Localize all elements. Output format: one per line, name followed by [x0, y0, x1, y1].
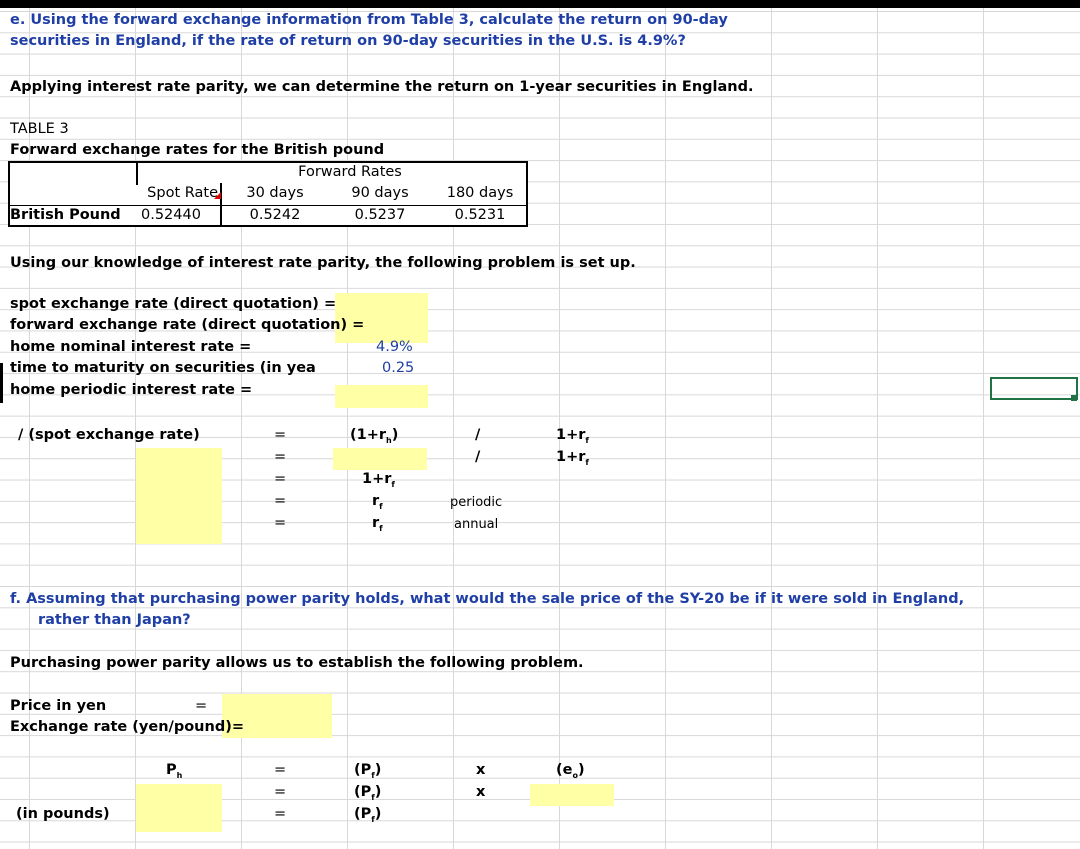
question-f-line2: rather than Japan? [38, 612, 191, 628]
forward-rates-header: Forward Rates [298, 164, 402, 180]
times-sign: x [476, 762, 486, 778]
periodic-rate-input-cell[interactable] [335, 385, 428, 408]
eq-rf-term: $1+r_f$ [362, 471, 395, 489]
setup-intro: Using our knowledge of interest rate parity, the following problem is set up. [10, 255, 636, 271]
eo-input-cell[interactable] [530, 784, 614, 806]
time-maturity-label: time to maturity on securities (in yea [10, 360, 316, 376]
eq-sign: = [274, 784, 287, 800]
time-maturity-value[interactable]: 0.25 [382, 360, 415, 376]
eq-numerator: $(1+r_h)$ [350, 427, 399, 445]
ppp-result-cells[interactable] [136, 784, 222, 832]
in-pounds-label: (in pounds) [16, 806, 110, 822]
eq-sign: = [274, 806, 287, 822]
table-divider [136, 163, 138, 185]
times-sign: x [476, 784, 486, 800]
eq-slash: / [475, 427, 481, 443]
rate-180-value: 0.5231 [454, 207, 506, 223]
annual-label: annual [454, 517, 499, 532]
eq-slash: / [475, 449, 481, 465]
fill-handle[interactable] [1071, 395, 1077, 401]
eq-sign: = [274, 427, 287, 443]
comment-indicator-icon[interactable] [214, 192, 221, 199]
rate-90-value: 0.5237 [354, 207, 406, 223]
eq-denominator: $1+r_f$ [556, 427, 589, 445]
col-180-days: 180 days [446, 185, 514, 201]
eq-sign: = [274, 515, 287, 531]
row-british-pound: British Pound [10, 207, 121, 223]
pf-term: $(P_f)$ [354, 762, 382, 780]
eq-sign: = [274, 449, 287, 465]
col-30-days: 30 days [246, 185, 304, 201]
eq-sign: = [274, 762, 287, 778]
eq-sign: = [274, 471, 287, 487]
rate-30-value: 0.5242 [249, 207, 301, 223]
price-eq-sign: = [195, 698, 208, 714]
spot-rate-label: spot exchange rate (direct quotation) = [10, 296, 337, 312]
spreadsheet-grid[interactable] [0, 8, 1080, 849]
part-f-intro: Purchasing power parity allows us to establish the following problem. [10, 655, 584, 671]
table3-subtitle: Forward exchange rates for the British pound [10, 142, 385, 158]
eq-rf: $r_f$ [372, 515, 383, 533]
question-e-line2: securities in England, if the rate of return on 90-day securities in the U.S. is 4.9%? [10, 33, 686, 49]
home-rate-label: home nominal interest rate = [10, 339, 252, 355]
part-e-intro: Applying interest rate parity, we can determine the return on 1-year securities in England. [10, 79, 754, 95]
eq-sign: = [274, 493, 287, 509]
eq-rf: $r_f$ [372, 493, 383, 511]
pf-term: $(P_f)$ [354, 784, 382, 802]
periodic-label: periodic [450, 495, 503, 510]
pf-term: $(P_f)$ [354, 806, 382, 824]
periodic-rate-label: home periodic interest rate = [10, 382, 253, 398]
col-90-days: 90 days [351, 185, 409, 201]
question-f-line1: f. Assuming that purchasing power parity holds, what would the sale price of the SY-20 be if it were sold in England, [10, 591, 965, 607]
row-border [0, 363, 3, 403]
col-spot-rate: Spot Rate [147, 185, 218, 201]
home-rate-value[interactable]: 4.9% [376, 339, 413, 355]
spot-rate-value: 0.52440 [141, 207, 201, 223]
forward-rate-label: forward exchange rate (direct quotation) = [10, 317, 365, 333]
eq-denominator: $1+r_f$ [556, 449, 589, 467]
ph-label: $P_h$ [166, 762, 183, 780]
price-yen-label: Price in yen [10, 698, 107, 714]
forward-rates-table [8, 161, 528, 227]
table3-title: TABLE 3 [10, 121, 69, 137]
question-e-line1: e. Using the forward exchange information from Table 3, calculate the return on 90-day [10, 12, 728, 28]
eo-term: $(e_o)$ [556, 762, 585, 780]
equation-input-cell[interactable] [333, 448, 427, 470]
equation-lhs: / (spot exchange rate) [18, 427, 200, 443]
equation-result-cells[interactable] [136, 448, 222, 544]
selected-cell[interactable] [990, 377, 1078, 400]
exchange-rate-label: Exchange rate (yen/pound)= [10, 719, 244, 735]
